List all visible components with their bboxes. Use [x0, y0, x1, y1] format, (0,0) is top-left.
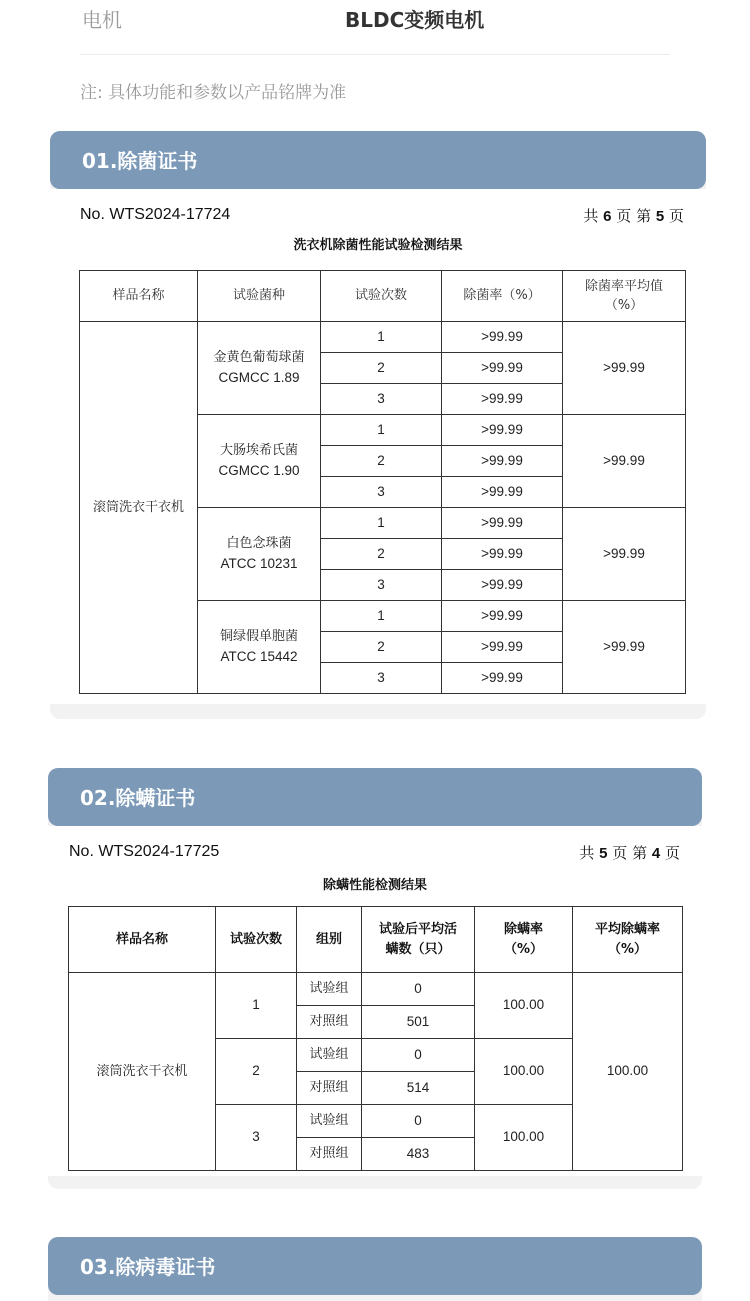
page-indicator: 共 6 页 第 5 页 — [583, 207, 684, 225]
spec-value: BLDC变频电机 — [345, 8, 485, 32]
trial-number: 2 — [321, 539, 442, 570]
spec-label: 电机 — [82, 8, 122, 32]
strain-name: 白色念珠菌 — [226, 536, 292, 552]
mite-count: 0 — [362, 973, 475, 1006]
page-indicator: 共 5 页 第 4 页 — [579, 844, 680, 862]
strain-cell — [198, 322, 321, 415]
trial-number: 1 — [321, 322, 442, 353]
report-title: 洗衣机除菌性能试验检测结果 — [293, 238, 463, 253]
mite-removal-certificate-card — [48, 768, 702, 1189]
sterilization-rate: >99.99 — [442, 508, 563, 539]
section-title: 03.除病毒证书 — [80, 1255, 216, 1279]
divider — [80, 54, 670, 55]
mite-results-table — [68, 906, 683, 1171]
sterilization-results-table — [79, 270, 686, 694]
sterilization-certificate-card — [50, 131, 706, 719]
mite-removal-rate: 100.00 — [475, 1039, 573, 1105]
note-text: 注: 具体功能和参数以产品铭牌为准 — [80, 83, 347, 103]
certificate-document — [50, 189, 706, 704]
header-cell: 样品名称 — [69, 907, 216, 973]
trial-number: 1 — [321, 415, 442, 446]
strain-cell — [198, 415, 321, 508]
mite-count: 0 — [362, 1039, 475, 1072]
group-label: 对照组 — [297, 1006, 362, 1039]
strain-cell — [198, 601, 321, 694]
strain-code: ATCC 15442 — [220, 648, 298, 664]
header-cell: 试验后平均活螨数（只） — [362, 907, 475, 973]
sterilization-rate: >99.99 — [442, 322, 563, 353]
trial-number: 3 — [321, 570, 442, 601]
table-row — [80, 322, 686, 353]
mite-count: 0 — [362, 1105, 475, 1138]
spec-row — [80, 0, 670, 38]
sterilization-rate: >99.99 — [442, 446, 563, 477]
table-row — [69, 973, 683, 1006]
table-header-row — [69, 907, 683, 973]
group-label: 对照组 — [297, 1138, 362, 1171]
strain-code: ATCC 10231 — [220, 555, 298, 571]
mite-count: 514 — [362, 1072, 475, 1105]
group-label: 对照组 — [297, 1072, 362, 1105]
group-label: 试验组 — [297, 1105, 362, 1138]
average-rate: >99.99 — [563, 322, 686, 415]
sterilization-rate: >99.99 — [442, 415, 563, 446]
trial-number: 2 — [321, 632, 442, 663]
mite-removal-rate: 100.00 — [475, 1105, 573, 1171]
sterilization-rate: >99.99 — [442, 632, 563, 663]
mite-count: 483 — [362, 1138, 475, 1171]
trial-number: 3 — [321, 384, 442, 415]
header-cell: 组别 — [297, 907, 362, 973]
sterilization-rate: >99.99 — [442, 353, 563, 384]
strain-code: CGMCC 1.90 — [218, 462, 300, 478]
header-cell: 平均除螨率（%） — [573, 907, 683, 973]
header-cell: 试验次数 — [321, 271, 442, 322]
virus-removal-certificate-card — [48, 1237, 702, 1301]
sterilization-rate: >99.99 — [442, 384, 563, 415]
strain-name: 铜绿假单胞菌 — [219, 629, 298, 645]
trial-number: 1 — [321, 508, 442, 539]
sterilization-rate: >99.99 — [442, 601, 563, 632]
average-rate: >99.99 — [563, 601, 686, 694]
strain-name: 大肠埃希氏菌 — [219, 443, 298, 459]
certificate-document — [48, 826, 702, 1176]
document-number: No. WTS2024-17724 — [80, 206, 231, 223]
header-cell: 样品名称 — [80, 271, 198, 322]
sterilization-rate: >99.99 — [442, 570, 563, 601]
table-header-row — [80, 271, 686, 322]
group-label: 试验组 — [297, 1039, 362, 1072]
trial-number: 2 — [321, 353, 442, 384]
trial-number: 2 — [216, 1039, 297, 1105]
header-cell: 试验菌种 — [198, 271, 321, 322]
header-cell: 试验次数 — [216, 907, 297, 973]
mite-removal-rate: 100.00 — [475, 973, 573, 1039]
section-header — [48, 768, 702, 826]
sterilization-rate: >99.99 — [442, 663, 563, 694]
section-header — [48, 1237, 702, 1295]
group-label: 试验组 — [297, 973, 362, 1006]
strain-cell — [198, 508, 321, 601]
sample-name-cell: 滚筒洗衣干衣机 — [69, 973, 216, 1171]
report-title: 除螨性能检测结果 — [322, 878, 427, 893]
sterilization-rate: >99.99 — [442, 477, 563, 508]
sample-name-cell: 滚筒洗衣干衣机 — [80, 322, 198, 694]
trial-number: 2 — [321, 446, 442, 477]
average-rate: >99.99 — [563, 415, 686, 508]
sterilization-rate: >99.99 — [442, 539, 563, 570]
trial-number: 3 — [216, 1105, 297, 1171]
trial-number: 1 — [321, 601, 442, 632]
strain-code: CGMCC 1.89 — [218, 369, 300, 385]
mite-count: 501 — [362, 1006, 475, 1039]
document-number: No. WTS2024-17725 — [69, 843, 220, 860]
trial-number: 1 — [216, 973, 297, 1039]
average-rate: >99.99 — [563, 508, 686, 601]
section-title: 02.除螨证书 — [80, 786, 196, 810]
average-mite-removal-rate: 100.00 — [573, 973, 683, 1171]
trial-number: 3 — [321, 663, 442, 694]
strain-name: 金黄色葡萄球菌 — [213, 350, 305, 366]
trial-number: 3 — [321, 477, 442, 508]
header-cell: 除菌率平均值（%） — [563, 271, 686, 322]
header-cell: 除螨率（%） — [475, 907, 573, 973]
header-cell: 除菌率（%） — [442, 271, 563, 322]
section-header — [50, 131, 706, 189]
section-title: 01.除菌证书 — [82, 149, 198, 173]
